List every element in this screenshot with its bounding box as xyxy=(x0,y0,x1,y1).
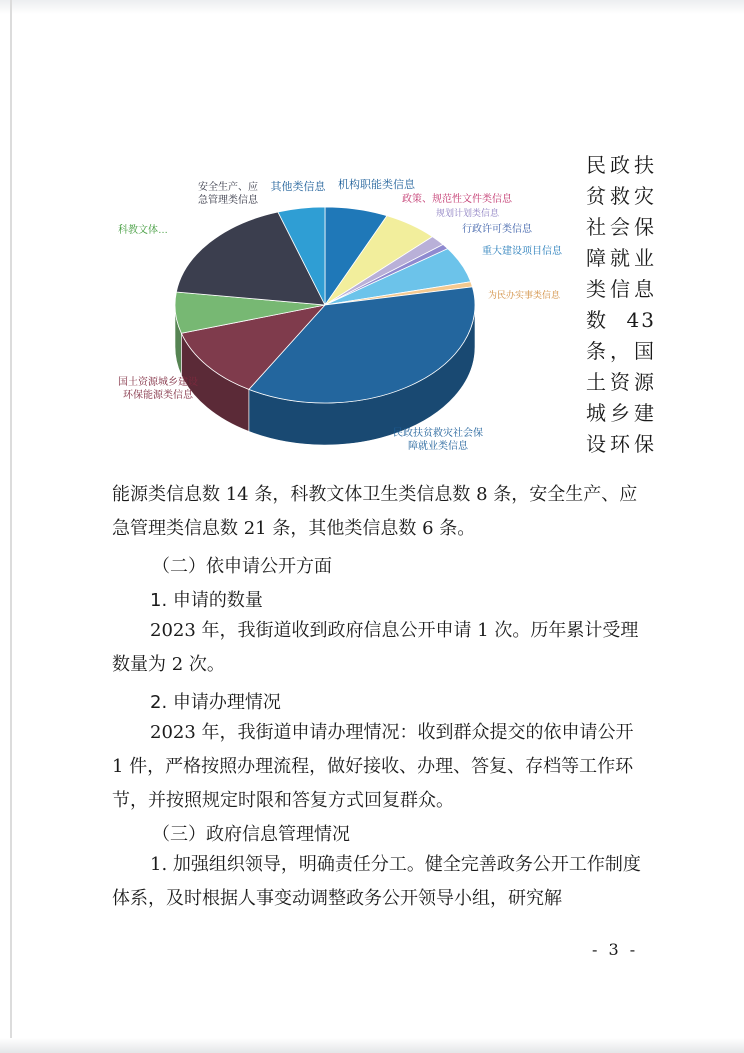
pie-label-5: 为民办实事类信息 xyxy=(488,290,561,300)
pie-label-4: 重大建设项目信息 xyxy=(482,246,562,257)
pie-label-10: 其他类信息 xyxy=(270,181,326,193)
pie-label-6: 民政扶贫救灾社会保障就业类信息 xyxy=(393,428,483,452)
page-number: - 3 - xyxy=(592,940,639,959)
scan-edge-top xyxy=(0,0,744,14)
pie-label-0: 机构职能类信息 xyxy=(338,179,415,191)
paragraph-1: 能源类信息数 14 条，科教文体卫生类信息数 8 条，安全生产、应急管理类信息数 21 条，其他类信息数 6 条。 xyxy=(112,484,638,539)
pie-label-2: 规划计划类信息 xyxy=(436,208,500,218)
pie-label-8: 科教文体… xyxy=(118,225,168,236)
section-heading-3: （三）政府信息管理情况 xyxy=(152,824,350,845)
pie-label-3: 行政许可类信息 xyxy=(462,224,532,235)
side-text: 民政扶贫救灾社会保障就业类信息数 43条，国土资源城乡建设环保 xyxy=(586,153,656,456)
pie-label-9: 安全生产、应急管理类信息 xyxy=(198,182,258,206)
paragraph-3: 2023 年，我街道申请办理情况：收到群众提交的依申请公开 1 件，严格按照办理流程，做好接收、办理、答复、存档等工作环节，并按照规定时限和答复方式回复群众。 xyxy=(112,722,634,811)
pie-label-7: 国土资源城乡建设环保能源类信息 xyxy=(118,377,198,401)
pie-chart-svg xyxy=(110,160,580,470)
paragraph-4: 1. 加强组织领导，明确责任分工。健全完善政务公开工作制度体系，及时根据人事变动调整政务公开领导小组，研究解 xyxy=(112,854,641,909)
scan-edge-left xyxy=(10,0,12,1053)
scan-edge-bottom xyxy=(0,1038,744,1053)
subheading-2-1: 1. 申请的数量 xyxy=(150,590,263,611)
section-heading-2: （二）依申请公开方面 xyxy=(152,556,332,577)
pie-chart xyxy=(110,160,580,470)
paragraph-2: 2023 年，我街道收到政府信息公开申请 1 次。历年累计受理数量为 2 次。 xyxy=(112,620,639,675)
pie-label-1: 政策、规范性文件类信息 xyxy=(402,194,512,205)
subheading-2-2: 2. 申请办理情况 xyxy=(150,692,281,713)
